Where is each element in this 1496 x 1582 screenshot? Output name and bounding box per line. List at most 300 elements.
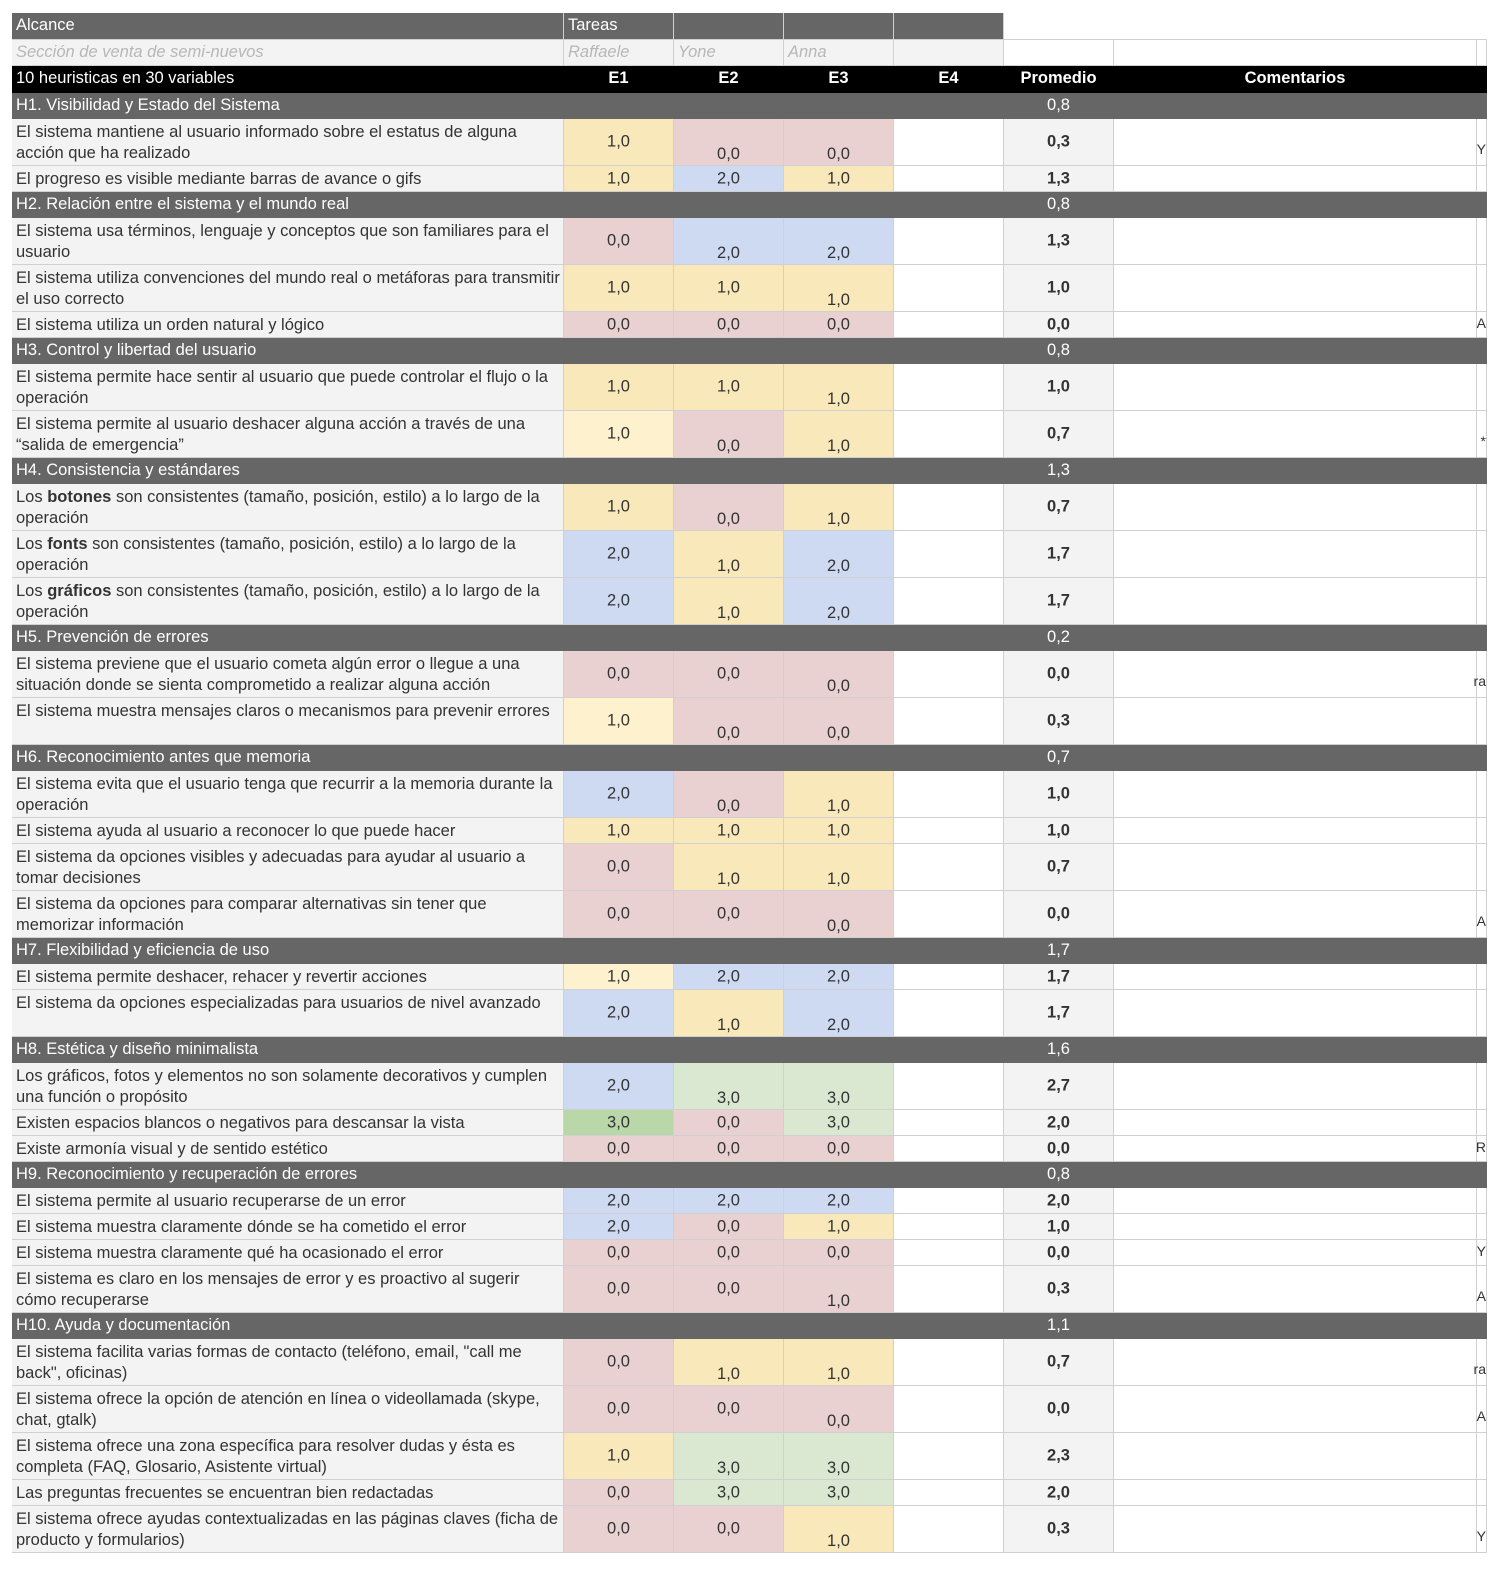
section-title[interactable]: H6. Reconocimiento antes que memoria xyxy=(12,745,564,771)
score-cell-e3[interactable] xyxy=(784,818,894,844)
comment-cell[interactable] xyxy=(1114,844,1477,891)
score-cell-e4[interactable] xyxy=(894,218,1004,265)
criterion-cell[interactable] xyxy=(12,1433,564,1480)
score-cell-e2[interactable] xyxy=(674,818,784,844)
criterion-cell[interactable] xyxy=(12,818,564,844)
score-cell-e3[interactable] xyxy=(784,411,894,458)
col-header-e3[interactable]: E3 xyxy=(784,66,894,93)
score-cell-e2[interactable] xyxy=(674,1339,784,1386)
score-cell-e2[interactable] xyxy=(674,1214,784,1240)
average-cell[interactable] xyxy=(1004,651,1114,698)
score-cell-e1[interactable] xyxy=(564,1506,674,1553)
comment-cell[interactable] xyxy=(1114,166,1477,192)
average-cell[interactable] xyxy=(1004,1433,1114,1480)
edge-cell[interactable] xyxy=(1477,990,1487,1037)
edge-cell[interactable] xyxy=(1477,818,1487,844)
tasks-label[interactable]: Tareas xyxy=(564,13,674,40)
section-blank-cell[interactable] xyxy=(564,625,674,651)
score-cell-e1[interactable] xyxy=(564,1240,674,1266)
edge-cell[interactable] xyxy=(1477,1506,1487,1553)
score-cell-e1[interactable] xyxy=(564,119,674,166)
score-cell-e1[interactable] xyxy=(564,1339,674,1386)
criterion-cell[interactable] xyxy=(12,1240,564,1266)
section-blank-cell[interactable] xyxy=(894,458,1004,484)
criterion-cell[interactable] xyxy=(12,218,564,265)
criterion-cell[interactable] xyxy=(12,698,564,745)
section-blank-cell[interactable] xyxy=(674,338,784,364)
edge-cell[interactable] xyxy=(1477,1136,1487,1162)
section-title[interactable]: H8. Estética y diseño minimalista xyxy=(12,1037,564,1063)
section-blank-cell[interactable] xyxy=(564,93,674,119)
section-blank-cell[interactable] xyxy=(564,745,674,771)
scope-blank-comments[interactable] xyxy=(1114,13,1477,40)
average-cell[interactable] xyxy=(1004,119,1114,166)
score-cell-e3[interactable] xyxy=(784,1266,894,1313)
evaluator-name-4[interactable] xyxy=(894,40,1004,66)
comment-cell[interactable] xyxy=(1114,1214,1477,1240)
section-blank-cell[interactable] xyxy=(784,192,894,218)
criterion-cell[interactable] xyxy=(12,1214,564,1240)
edge-cell[interactable] xyxy=(1477,364,1487,411)
section-average[interactable]: 1,3 xyxy=(1004,458,1114,484)
score-cell-e2[interactable] xyxy=(674,698,784,745)
edge-cell[interactable] xyxy=(1477,771,1487,818)
average-cell[interactable] xyxy=(1004,578,1114,625)
edge-cell[interactable] xyxy=(1477,1386,1487,1433)
score-cell-e1[interactable] xyxy=(564,411,674,458)
score-cell-e4[interactable] xyxy=(894,578,1004,625)
comment-cell[interactable] xyxy=(1114,1188,1477,1214)
criterion-cell[interactable] xyxy=(12,166,564,192)
section-comment-cell[interactable] xyxy=(1114,458,1477,484)
score-cell-e4[interactable] xyxy=(894,1110,1004,1136)
section-blank-cell[interactable] xyxy=(674,458,784,484)
score-cell-e1[interactable] xyxy=(564,1188,674,1214)
score-cell-e3[interactable] xyxy=(784,1188,894,1214)
section-blank-cell[interactable] xyxy=(564,458,674,484)
score-cell-e1[interactable] xyxy=(564,1480,674,1506)
criterion-cell[interactable] xyxy=(12,411,564,458)
score-cell-e2[interactable] xyxy=(674,1266,784,1313)
edge-cell[interactable] xyxy=(1477,891,1487,938)
section-comment-cell[interactable] xyxy=(1114,625,1477,651)
section-blank-cell[interactable] xyxy=(894,1162,1004,1188)
score-cell-e4[interactable] xyxy=(894,531,1004,578)
score-cell-e3[interactable] xyxy=(784,312,894,338)
score-cell-e4[interactable] xyxy=(894,1266,1004,1313)
score-cell-e1[interactable] xyxy=(564,891,674,938)
scope-blank-e2[interactable] xyxy=(674,13,784,40)
section-comment-cell[interactable] xyxy=(1114,1313,1477,1339)
edge-cell[interactable] xyxy=(1477,1240,1487,1266)
comment-cell[interactable] xyxy=(1114,990,1477,1037)
average-cell[interactable] xyxy=(1004,218,1114,265)
average-cell[interactable] xyxy=(1004,1110,1114,1136)
section-title[interactable]: H4. Consistencia y estándares xyxy=(12,458,564,484)
criterion-cell[interactable] xyxy=(12,1266,564,1313)
col-header-edge[interactable] xyxy=(1477,66,1487,93)
section-blank-cell[interactable] xyxy=(784,1037,894,1063)
edge-cell[interactable] xyxy=(1477,1266,1487,1313)
score-cell-e3[interactable] xyxy=(784,698,894,745)
edge-cell[interactable] xyxy=(1477,1110,1487,1136)
section-edge-cell[interactable] xyxy=(1477,458,1487,484)
comment-cell[interactable] xyxy=(1114,1339,1477,1386)
score-cell-e2[interactable] xyxy=(674,1063,784,1110)
average-cell[interactable] xyxy=(1004,1506,1114,1553)
score-cell-e3[interactable] xyxy=(784,964,894,990)
score-cell-e3[interactable] xyxy=(784,990,894,1037)
comment-cell[interactable] xyxy=(1114,1240,1477,1266)
section-label[interactable]: Sección de venta de semi-nuevos xyxy=(12,40,564,66)
score-cell-e3[interactable] xyxy=(784,484,894,531)
average-cell[interactable] xyxy=(1004,844,1114,891)
score-cell-e2[interactable] xyxy=(674,166,784,192)
edge-cell[interactable] xyxy=(1473,1339,1487,1386)
score-cell-e4[interactable] xyxy=(894,771,1004,818)
section-blank-cell[interactable] xyxy=(674,1313,784,1339)
average-cell[interactable] xyxy=(1004,1063,1114,1110)
comment-cell[interactable] xyxy=(1114,1506,1477,1553)
comment-cell[interactable] xyxy=(1114,1136,1477,1162)
score-cell-e3[interactable] xyxy=(784,771,894,818)
score-cell-e3[interactable] xyxy=(784,364,894,411)
edge-cell[interactable] xyxy=(1473,651,1487,698)
section-average[interactable]: 0,2 xyxy=(1004,625,1114,651)
score-cell-e1[interactable] xyxy=(564,844,674,891)
score-cell-e2[interactable] xyxy=(674,1480,784,1506)
score-cell-e2[interactable] xyxy=(674,411,784,458)
criterion-cell[interactable] xyxy=(12,578,564,625)
section-blank-cell[interactable] xyxy=(564,938,674,964)
section-blank-cell[interactable] xyxy=(894,338,1004,364)
section-blank-cell[interactable] xyxy=(784,938,894,964)
col-header-e4[interactable]: E4 xyxy=(894,66,1004,93)
score-cell-e4[interactable] xyxy=(894,891,1004,938)
score-cell-e4[interactable] xyxy=(894,1063,1004,1110)
score-cell-e2[interactable] xyxy=(674,1136,784,1162)
comment-cell[interactable] xyxy=(1114,265,1477,312)
comment-cell[interactable] xyxy=(1114,484,1477,531)
score-cell-e1[interactable] xyxy=(564,1136,674,1162)
score-cell-e1[interactable] xyxy=(564,1063,674,1110)
comment-cell[interactable] xyxy=(1114,364,1477,411)
average-cell[interactable] xyxy=(1004,698,1114,745)
scope-blank-edge[interactable] xyxy=(1477,13,1487,40)
section-average[interactable]: 0,8 xyxy=(1004,192,1114,218)
comment-cell[interactable] xyxy=(1114,312,1477,338)
score-cell-e4[interactable] xyxy=(894,990,1004,1037)
score-cell-e2[interactable] xyxy=(674,265,784,312)
score-cell-e2[interactable] xyxy=(674,531,784,578)
edge-cell[interactable] xyxy=(1477,1214,1487,1240)
score-cell-e1[interactable] xyxy=(564,1433,674,1480)
comment-cell[interactable] xyxy=(1114,578,1477,625)
score-cell-e1[interactable] xyxy=(564,1214,674,1240)
score-cell-e4[interactable] xyxy=(894,1214,1004,1240)
comment-cell[interactable] xyxy=(1114,698,1477,745)
section-blank-cell[interactable] xyxy=(784,458,894,484)
section-edge-cell[interactable] xyxy=(1477,192,1487,218)
comment-cell[interactable] xyxy=(1114,218,1477,265)
criterion-cell[interactable] xyxy=(12,964,564,990)
criterion-cell[interactable] xyxy=(12,484,564,531)
score-cell-e4[interactable] xyxy=(894,651,1004,698)
score-cell-e1[interactable] xyxy=(564,312,674,338)
section-edge-cell[interactable] xyxy=(1477,625,1487,651)
score-cell-e2[interactable] xyxy=(674,1240,784,1266)
score-cell-e1[interactable] xyxy=(564,166,674,192)
section-comment-cell[interactable] xyxy=(1114,938,1477,964)
col-header-e2[interactable]: E2 xyxy=(674,66,784,93)
edge-cell[interactable] xyxy=(1477,698,1487,745)
score-cell-e4[interactable] xyxy=(894,119,1004,166)
section-blank-cell[interactable] xyxy=(564,338,674,364)
edge-cell[interactable] xyxy=(1477,1188,1487,1214)
section-blank-cell[interactable] xyxy=(894,192,1004,218)
comment-cell[interactable] xyxy=(1114,818,1477,844)
criterion-cell[interactable] xyxy=(12,1386,564,1433)
score-cell-e2[interactable] xyxy=(674,1506,784,1553)
score-cell-e4[interactable] xyxy=(894,1480,1004,1506)
score-cell-e3[interactable] xyxy=(784,1136,894,1162)
criterion-cell[interactable] xyxy=(12,990,564,1037)
average-cell[interactable] xyxy=(1004,484,1114,531)
score-cell-e1[interactable] xyxy=(564,1110,674,1136)
section-title[interactable]: H10. Ayuda y documentación xyxy=(12,1313,564,1339)
score-cell-e2[interactable] xyxy=(674,1110,784,1136)
score-cell-e3[interactable] xyxy=(784,1386,894,1433)
score-cell-e3[interactable] xyxy=(784,891,894,938)
score-cell-e3[interactable] xyxy=(784,1480,894,1506)
score-cell-e3[interactable] xyxy=(784,1339,894,1386)
score-cell-e2[interactable] xyxy=(674,771,784,818)
score-cell-e3[interactable] xyxy=(784,166,894,192)
section-average[interactable]: 1,7 xyxy=(1004,938,1114,964)
sub-blank-promedio[interactable] xyxy=(1004,40,1114,66)
score-cell-e4[interactable] xyxy=(894,964,1004,990)
comment-cell[interactable] xyxy=(1114,531,1477,578)
section-average[interactable]: 1,1 xyxy=(1004,1313,1114,1339)
col-header-e1[interactable]: E1 xyxy=(564,66,674,93)
score-cell-e3[interactable] xyxy=(784,651,894,698)
score-cell-e2[interactable] xyxy=(674,844,784,891)
average-cell[interactable] xyxy=(1004,1266,1114,1313)
section-blank-cell[interactable] xyxy=(894,745,1004,771)
average-cell[interactable] xyxy=(1004,1188,1114,1214)
score-cell-e2[interactable] xyxy=(674,218,784,265)
score-cell-e3[interactable] xyxy=(784,1214,894,1240)
score-cell-e2[interactable] xyxy=(674,312,784,338)
score-cell-e2[interactable] xyxy=(674,990,784,1037)
section-edge-cell[interactable] xyxy=(1477,1162,1487,1188)
criterion-cell[interactable] xyxy=(12,771,564,818)
score-cell-e1[interactable] xyxy=(564,698,674,745)
score-cell-e4[interactable] xyxy=(894,844,1004,891)
section-blank-cell[interactable] xyxy=(784,745,894,771)
score-cell-e1[interactable] xyxy=(564,484,674,531)
average-cell[interactable] xyxy=(1004,1386,1114,1433)
criterion-cell[interactable] xyxy=(12,1339,564,1386)
criterion-cell[interactable] xyxy=(12,312,564,338)
section-comment-cell[interactable] xyxy=(1114,93,1477,119)
score-cell-e3[interactable] xyxy=(784,1110,894,1136)
score-cell-e2[interactable] xyxy=(674,964,784,990)
average-cell[interactable] xyxy=(1004,166,1114,192)
comment-cell[interactable] xyxy=(1114,1110,1477,1136)
comment-cell[interactable] xyxy=(1114,1433,1477,1480)
section-edge-cell[interactable] xyxy=(1477,1037,1487,1063)
scope-blank-e3[interactable] xyxy=(784,13,894,40)
score-cell-e2[interactable] xyxy=(674,578,784,625)
criterion-cell[interactable] xyxy=(12,531,564,578)
edge-cell[interactable] xyxy=(1477,312,1487,338)
score-cell-e4[interactable] xyxy=(894,1339,1004,1386)
section-edge-cell[interactable] xyxy=(1477,938,1487,964)
comment-cell[interactable] xyxy=(1114,411,1477,458)
section-edge-cell[interactable] xyxy=(1477,338,1487,364)
score-cell-e3[interactable] xyxy=(784,218,894,265)
average-cell[interactable] xyxy=(1004,364,1114,411)
score-cell-e4[interactable] xyxy=(894,698,1004,745)
evaluator-name-2[interactable]: Yone xyxy=(674,40,784,66)
section-blank-cell[interactable] xyxy=(674,938,784,964)
criterion-cell[interactable] xyxy=(12,651,564,698)
criterion-cell[interactable] xyxy=(12,1063,564,1110)
section-blank-cell[interactable] xyxy=(894,1313,1004,1339)
comment-cell[interactable] xyxy=(1114,1386,1477,1433)
edge-cell[interactable] xyxy=(1477,484,1487,531)
edge-cell[interactable] xyxy=(1477,1433,1487,1480)
score-cell-e3[interactable] xyxy=(784,119,894,166)
edge-cell[interactable] xyxy=(1477,844,1487,891)
section-edge-cell[interactable] xyxy=(1477,1313,1487,1339)
score-cell-e1[interactable] xyxy=(564,265,674,312)
section-comment-cell[interactable] xyxy=(1114,338,1477,364)
comment-cell[interactable] xyxy=(1114,651,1477,698)
score-cell-e2[interactable] xyxy=(674,1433,784,1480)
section-average[interactable]: 0,8 xyxy=(1004,338,1114,364)
score-cell-e2[interactable] xyxy=(674,1386,784,1433)
average-cell[interactable] xyxy=(1004,1480,1114,1506)
score-cell-e3[interactable] xyxy=(784,1240,894,1266)
comment-cell[interactable] xyxy=(1114,1266,1477,1313)
score-cell-e1[interactable] xyxy=(564,578,674,625)
section-blank-cell[interactable] xyxy=(564,1162,674,1188)
score-cell-e4[interactable] xyxy=(894,411,1004,458)
score-cell-e1[interactable] xyxy=(564,651,674,698)
criterion-cell[interactable] xyxy=(12,891,564,938)
edge-cell[interactable] xyxy=(1477,265,1487,312)
section-blank-cell[interactable] xyxy=(674,192,784,218)
edge-cell[interactable] xyxy=(1477,1480,1487,1506)
scope-blank-promedio[interactable] xyxy=(1004,13,1114,40)
score-cell-e4[interactable] xyxy=(894,1433,1004,1480)
average-cell[interactable] xyxy=(1004,312,1114,338)
average-cell[interactable] xyxy=(1004,964,1114,990)
score-cell-e4[interactable] xyxy=(894,484,1004,531)
comment-cell[interactable] xyxy=(1114,964,1477,990)
average-cell[interactable] xyxy=(1004,990,1114,1037)
score-cell-e1[interactable] xyxy=(564,990,674,1037)
section-blank-cell[interactable] xyxy=(564,1037,674,1063)
evaluator-name-1[interactable]: Raffaele xyxy=(564,40,674,66)
score-cell-e4[interactable] xyxy=(894,364,1004,411)
section-average[interactable]: 0,7 xyxy=(1004,745,1114,771)
score-cell-e3[interactable] xyxy=(784,844,894,891)
average-cell[interactable] xyxy=(1004,891,1114,938)
edge-cell[interactable] xyxy=(1477,964,1487,990)
criterion-cell[interactable] xyxy=(12,1480,564,1506)
section-blank-cell[interactable] xyxy=(564,1313,674,1339)
section-title[interactable]: H2. Relación entre el sistema y el mundo real xyxy=(12,192,564,218)
average-cell[interactable] xyxy=(1004,411,1114,458)
score-cell-e1[interactable] xyxy=(564,964,674,990)
section-blank-cell[interactable] xyxy=(674,745,784,771)
average-cell[interactable] xyxy=(1004,1214,1114,1240)
criterion-cell[interactable] xyxy=(12,1136,564,1162)
score-cell-e1[interactable] xyxy=(564,531,674,578)
average-cell[interactable] xyxy=(1004,531,1114,578)
col-header-comentarios[interactable]: Comentarios xyxy=(1114,66,1477,93)
section-comment-cell[interactable] xyxy=(1114,1037,1477,1063)
section-blank-cell[interactable] xyxy=(894,93,1004,119)
criterion-cell[interactable] xyxy=(12,1110,564,1136)
score-cell-e1[interactable] xyxy=(564,818,674,844)
score-cell-e4[interactable] xyxy=(894,1386,1004,1433)
section-blank-cell[interactable] xyxy=(894,625,1004,651)
score-cell-e1[interactable] xyxy=(564,218,674,265)
score-cell-e2[interactable] xyxy=(674,364,784,411)
average-cell[interactable] xyxy=(1004,1240,1114,1266)
summary-label[interactable]: 10 heuristicas en 30 variables xyxy=(12,66,564,93)
average-cell[interactable] xyxy=(1004,1339,1114,1386)
section-blank-cell[interactable] xyxy=(674,1037,784,1063)
section-blank-cell[interactable] xyxy=(674,93,784,119)
section-blank-cell[interactable] xyxy=(674,1162,784,1188)
section-average[interactable]: 0,8 xyxy=(1004,93,1114,119)
col-header-promedio[interactable]: Promedio xyxy=(1004,66,1114,93)
score-cell-e3[interactable] xyxy=(784,578,894,625)
section-title[interactable]: H1. Visibilidad y Estado del Sistema xyxy=(12,93,564,119)
section-title[interactable]: H9. Reconocimiento y recuperación de errores xyxy=(12,1162,564,1188)
section-average[interactable]: 0,8 xyxy=(1004,1162,1114,1188)
edge-cell[interactable] xyxy=(1477,411,1487,458)
score-cell-e4[interactable] xyxy=(894,818,1004,844)
section-blank-cell[interactable] xyxy=(674,625,784,651)
criterion-cell[interactable] xyxy=(12,364,564,411)
edge-cell[interactable] xyxy=(1477,119,1487,166)
criterion-cell[interactable] xyxy=(12,265,564,312)
score-cell-e2[interactable] xyxy=(674,891,784,938)
score-cell-e1[interactable] xyxy=(564,1386,674,1433)
criterion-cell[interactable] xyxy=(12,844,564,891)
section-blank-cell[interactable] xyxy=(784,93,894,119)
section-comment-cell[interactable] xyxy=(1114,1162,1477,1188)
section-title[interactable]: H7. Flexibilidad y eficiencia de uso xyxy=(12,938,564,964)
average-cell[interactable] xyxy=(1004,1136,1114,1162)
scope-blank-e4[interactable] xyxy=(894,13,1004,40)
section-blank-cell[interactable] xyxy=(894,938,1004,964)
section-blank-cell[interactable] xyxy=(784,338,894,364)
edge-cell[interactable] xyxy=(1477,218,1487,265)
score-cell-e2[interactable] xyxy=(674,119,784,166)
score-cell-e2[interactable] xyxy=(674,484,784,531)
section-blank-cell[interactable] xyxy=(564,192,674,218)
edge-cell[interactable] xyxy=(1477,531,1487,578)
section-comment-cell[interactable] xyxy=(1114,745,1477,771)
comment-cell[interactable] xyxy=(1114,891,1477,938)
